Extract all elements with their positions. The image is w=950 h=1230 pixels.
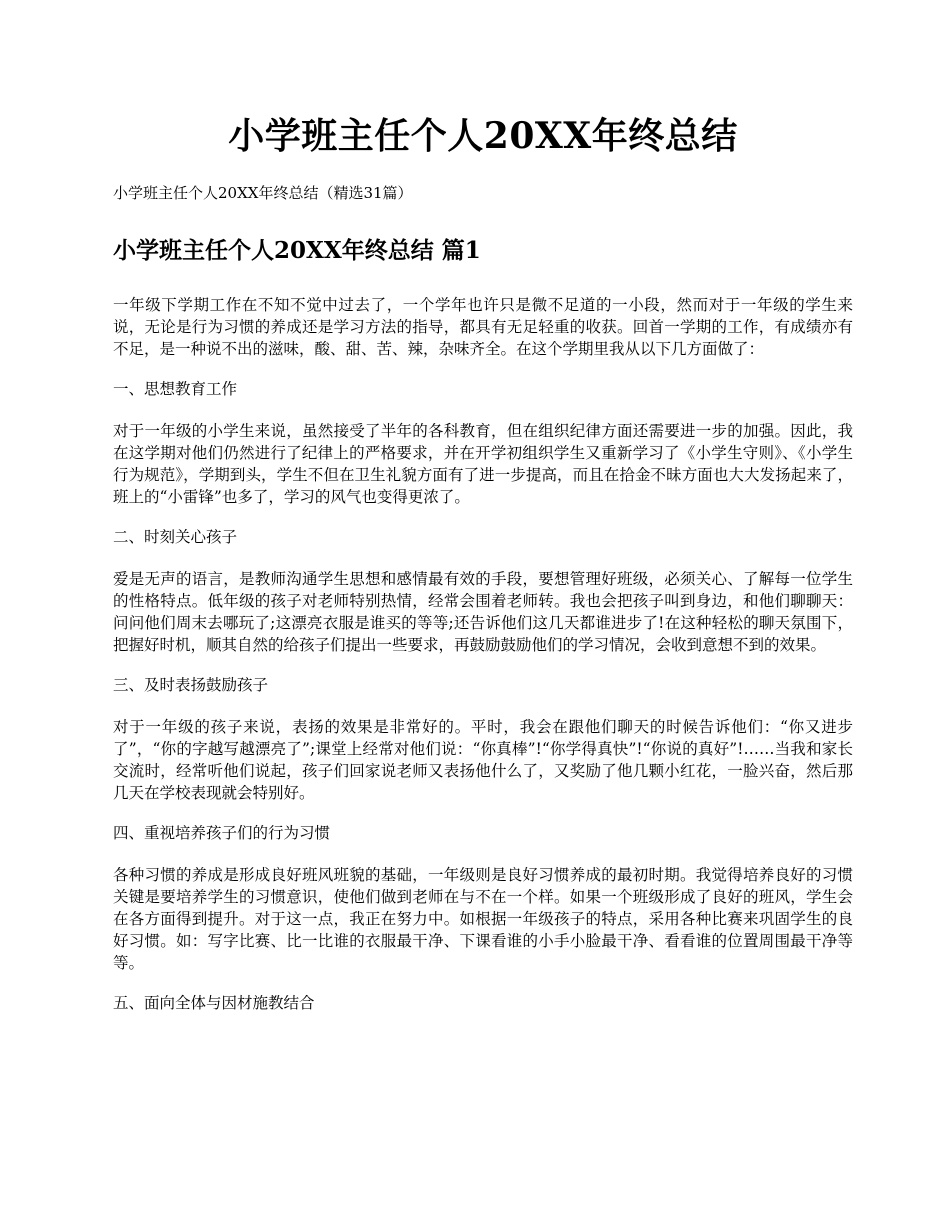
paragraph-2: 爱是无声的语言，是教师沟通学生思想和感情最有效的手段，要想管理好班级，必须关心、了解每一位学生的性格特点。低年级的孩子对老师特别热情，经常会围着老师转。我也会把孩子叫到身边，和他们聊聊天：问问他们周末去哪玩了;这漂亮衣服是谁买的等等;还告诉他们这几天都谁进步了!在这种轻松的聊天氛围下，把握好时机，顺其自然的给孩子们提出一些要求，再鼓励鼓励他们的学习情况，会收到意想不到的效果。 xyxy=(113,570,853,654)
subheading-5: 五、面向全体与因材施教结合 xyxy=(113,994,315,1012)
subheading-2: 二、时刻关心孩子 xyxy=(113,528,238,546)
subheading-4: 四、重视培养孩子们的行为习惯 xyxy=(113,824,331,842)
paragraph-4: 各种习惯的养成是形成良好班风班貌的基础，一年级则是良好习惯养成的最初时期。我觉得培养良好的习惯关键是要培养学生的习惯意识，使他们做到老师在与不在一个样。如果一个班级形成了良好的班风，学生会在各方面得到提升。对于这一点，我正在努力中。如根据一年级孩子的特点，采用各种比赛来巩固学生的良好习惯。如：写字比赛、比一比谁的衣服最干净、下课看谁的小手小脸最干净、看看谁的位置周围最干净等等。 xyxy=(113,866,853,972)
section-heading: 小学班主任个人20XX年终总结 篇1 xyxy=(113,237,481,264)
document-page xyxy=(113,108,853,1014)
paragraph-3: 对于一年级的孩子来说，表扬的效果是非常好的。平时，我会在跟他们聊天的时候告诉他们：“你又进步了”，“你的字越写越漂亮了”;课堂上经常对他们说：“你真棒”!“你学得真快”!“你说的真好”!……当我和家长交流时，经常听他们说起，孩子们回家说老师又表扬他什么了，又奖励了他几颗小红花，一脸兴奋，然后那几天在学校表现就会特别好。 xyxy=(113,718,853,802)
paragraph-1: 对于一年级的小学生来说，虽然接受了半年的各科教育，但在组织纪律方面还需要进一步的加强。因此，我在这学期对他们仍然进行了纪律上的严格要求，并在开学初组织学生又重新学习了《小学生守则》、《小学生行为规范》，学期到头，学生不但在卫生礼貌方面有了进一步提高，而且在拾金不昧方面也大大发扬起来了，班上的“小雷锋”也多了，学习的风气也变得更浓了。 xyxy=(113,422,853,506)
document-subtitle: 小学班主任个人20XX年终总结（精选31篇） xyxy=(113,184,413,202)
subheading-1: 一、思想教育工作 xyxy=(113,380,238,398)
subheading-3: 三、及时表扬鼓励孩子 xyxy=(113,676,269,694)
intro-paragraph: 一年级下学期工作在不知不觉中过去了，一个学年也许只是微不足道的一小段，然而对于一年级的学生来说，无论是行为习惯的养成还是学习方法的指导，都具有无足轻重的收获。回首一学期的工作，有成绩亦有不足，是一种说不出的滋味，酸、甜、苦、辣，杂味齐全。在这个学期里我从以下几方面做了： xyxy=(113,296,853,358)
document-title: 小学班主任个人20XX年终总结 xyxy=(228,115,738,157)
